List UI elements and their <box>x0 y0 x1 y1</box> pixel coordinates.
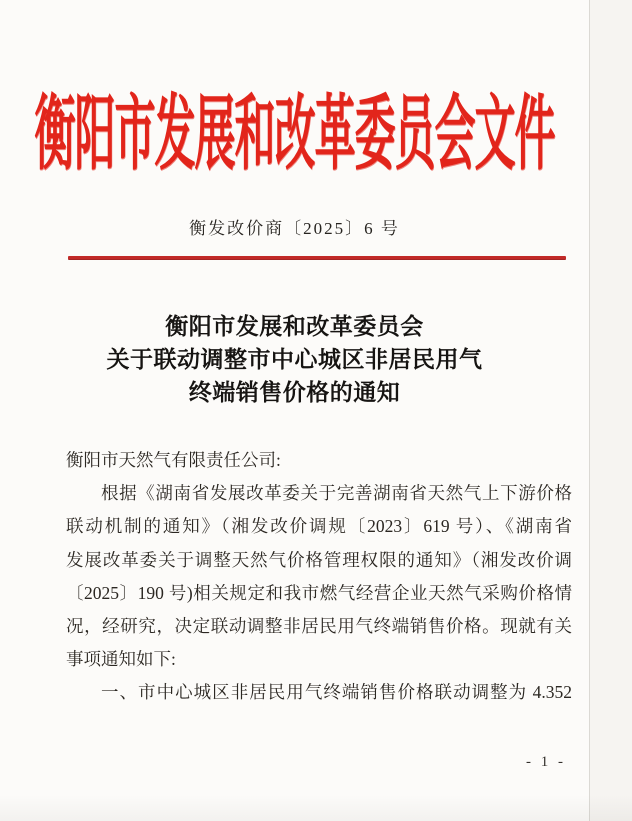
body-line: 发展改革委关于调整天然气价格管理权限的通知》（湘发改价调 <box>66 549 572 570</box>
red-divider-line <box>68 256 566 260</box>
document-title <box>0 310 589 409</box>
body-line: 联动机制的通知》（湘发改价调规〔2023〕619 号）、《湖南省 <box>66 516 572 537</box>
body-line: 事项通知如下: <box>66 649 176 670</box>
document-title-line-3: 终端销售价格的通知 <box>188 380 401 405</box>
body-line: 〔2025〕190 号)相关规定和我市燃气经营企业天然气采购价格情 <box>66 582 572 603</box>
document-reference-number: 衡发改价商〔2025〕6 号 <box>189 219 400 238</box>
addressee-line: 衡阳市天然气有限责任公司: <box>66 450 281 470</box>
page-number: - 1 - <box>526 754 566 770</box>
document-body <box>66 444 572 710</box>
red-header <box>0 86 589 182</box>
issuing-agency-title: 衡阳市发展和改革委员会文件 <box>34 87 555 179</box>
scan-edge-bottom <box>0 795 632 821</box>
body-line: 况，经研究，决定联动调整非居民用气终端销售价格。现就有关 <box>66 616 572 637</box>
body-line: 根据《湖南省发展改革委关于完善湖南省天然气上下游价格 <box>101 483 572 504</box>
document-title-line-1: 衡阳市发展和改革委员会 <box>165 314 424 339</box>
scan-edge-right <box>589 0 632 821</box>
body-item-1-line: 一、市中心城区非居民用气终端销售价格联动调整为 4.352 <box>101 682 572 703</box>
document-title-line-2: 关于联动调整市中心城区非居民用气 <box>106 347 483 372</box>
